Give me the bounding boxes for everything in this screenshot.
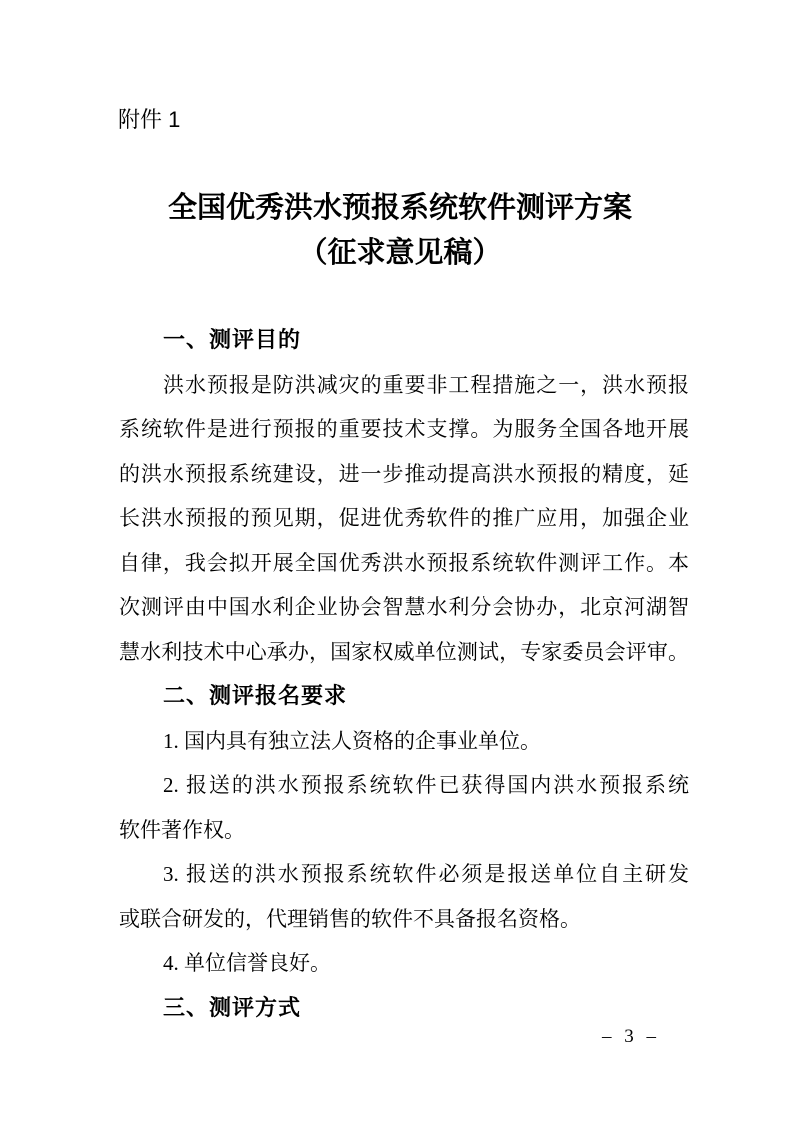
body-line: 系统软件是进行预报的重要技术支撑。为服务全国各地开展 [119,417,689,441]
list-item-continuation: 或联合研发的，代理销售的软件不具备报名资格。 [119,906,581,931]
document-title-block [0,186,800,276]
body-line: 自律，我会拟开展全国优秀洪水预报系统软件测评工作。本 [119,550,689,575]
list-item: 4. 单位信誉良好。 [163,951,331,975]
document-body [119,318,689,1030]
body-line: 次测评由中国水利企业协会智慧水利分会协办，北京河湖智 [119,595,689,619]
section-heading-1: 一、测评目的 [163,327,302,352]
list-item: 3. 报送的洪水预报系统软件必须是报送单位自主研发 [163,862,689,886]
document-subtitle: （征求意见稿） [298,237,502,269]
attachment-label: 附件 1 [118,107,181,132]
list-item-continuation: 软件著作权。 [119,817,245,842]
body-line: 的洪水预报系统建设，进一步推动提高洪水预报的精度，延 [119,461,689,486]
list-item: 1. 国内具有独立法人资格的企事业单位。 [163,728,541,753]
body-line: 长洪水预报的预见期，促进优秀软件的推广应用，加强企业 [119,506,689,530]
body-line: 洪水预报是防洪减灾的重要非工程措施之一，洪水预报 [163,372,689,397]
list-item: 2. 报送的洪水预报系统软件已获得国内洪水预报系统 [163,773,689,797]
document-title: 全国优秀洪水预报系统软件测评方案 [167,192,632,224]
section-heading-2: 二、测评报名要求 [163,683,348,708]
section-heading-3: 三、测评方式 [163,994,302,1020]
body-line: 慧水利技术中心承办，国家权威单位测试，专家委员会评审。 [119,639,689,664]
page-number: – 3 – [602,1026,660,1047]
